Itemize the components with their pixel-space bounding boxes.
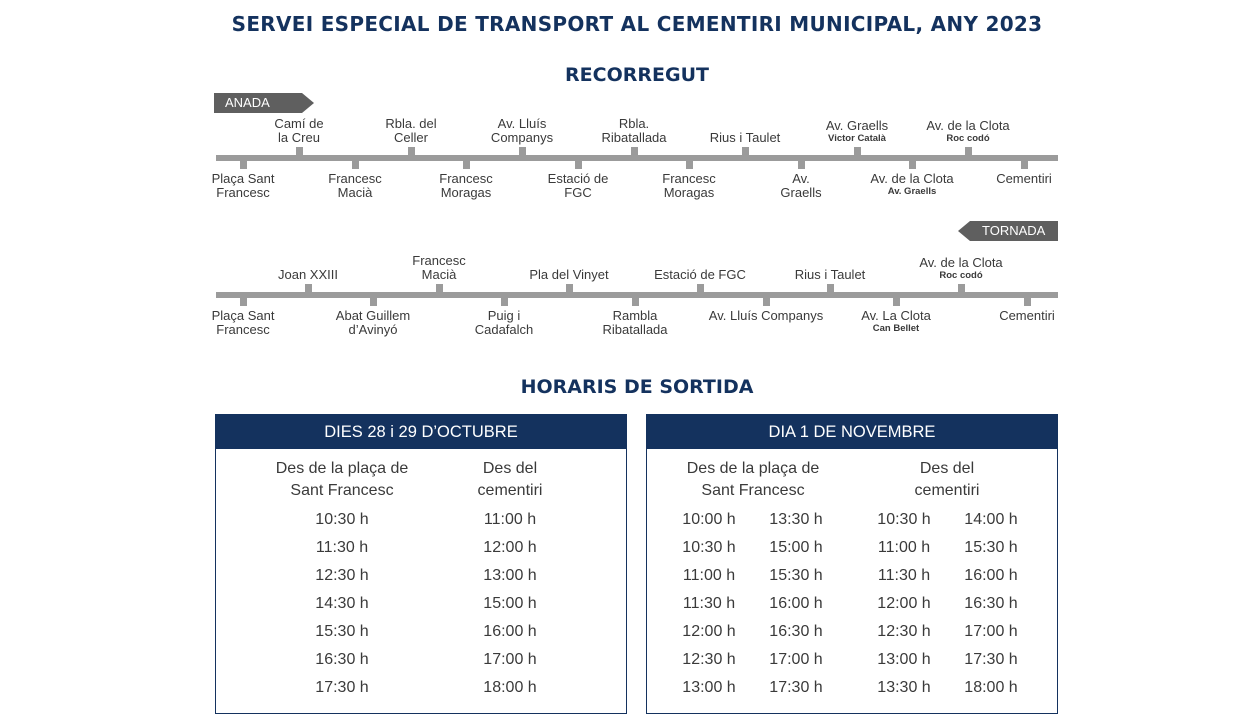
anada-stop-marker [742,147,749,155]
departure-time: 12:00 h [877,595,931,612]
anada-stop-marker [240,161,247,169]
departure-time: 13:00 h [682,679,736,696]
departure-time: 16:30 h [769,623,823,640]
anada-stop-label: Rius i Taulet [709,130,781,145]
tornada-stop-marker [566,284,573,292]
anada-stop-marker [296,147,303,155]
departure-time: 12:00 h [682,623,736,640]
tornada-stop-label: Estació de FGC [654,267,746,282]
tornada-stop-label: Rambla Ribatallada [602,308,668,337]
tornada-stop-marker [827,284,834,292]
anada-stop-label: Francesc Moragas [662,171,716,200]
anada-stop-marker [798,161,805,169]
tornada-stop-label: Puig i Cadafalch [474,308,534,337]
tornada-stop-marker [697,284,704,292]
from-plaza-header: Des de la plaça de Sant Francesc [275,460,409,499]
anada-stop-marker [909,161,916,169]
tornada-stop-marker [1024,298,1031,306]
anada-stop-marker [408,147,415,155]
tornada-stop-marker [436,284,443,292]
from-cementiri-header: Des del cementiri [914,460,980,499]
schedule-box-october [215,414,627,714]
departure-time: 17:30 h [315,679,369,696]
departure-time: 12:30 h [682,651,736,668]
departure-time: 11:30 h [682,595,736,612]
anada-stop-label: Rbla. Ribatallada [601,116,667,145]
tornada-tag: TORNADA [970,221,1058,241]
schedule-title: DIA 1 DE NOVEMBRE [647,414,1057,449]
plaza-times-column-1 [682,508,735,704]
departure-time: 14:00 h [964,511,1018,528]
cementiri-times-column [483,508,536,704]
anada-stop-label: Francesc Macià [328,171,382,200]
anada-stop-marker [965,147,972,155]
departure-time: 17:30 h [769,679,823,696]
departure-time: 16:00 h [964,567,1018,584]
anada-stop-label: Estació de FGC [547,171,609,200]
anada-stop-label: Av. de la Clota Av. Graells [870,171,954,197]
departure-time: 10:30 h [315,511,369,528]
cementiri-times-column-1 [877,508,930,704]
anada-stop-label: Av. de la Clota Roc codó [926,118,1010,144]
departure-time: 14:30 h [315,595,369,612]
departure-time: 18:00 h [964,679,1018,696]
schedule-box-november [646,414,1058,714]
departure-time: 12:30 h [877,623,931,640]
departure-time: 16:30 h [964,595,1018,612]
departure-time: 13:00 h [877,651,931,668]
anada-stop-marker [463,161,470,169]
departure-time: 15:30 h [769,567,823,584]
departure-time: 15:30 h [315,623,369,640]
departure-time: 17:00 h [769,651,823,668]
schedule-title: DIES 28 i 29 D’OCTUBRE [216,414,626,449]
tornada-stop-marker [501,298,508,306]
departure-time: 11:00 h [877,539,931,556]
tornada-stop-label: Av. de la Clota Roc codó [919,255,1003,281]
schedule-heading: HORARIS DE SORTIDA [520,376,754,398]
departure-time: 13:00 h [483,567,537,584]
anada-stop-marker [631,147,638,155]
departure-time: 17:00 h [483,651,537,668]
tornada-stop-marker [240,298,247,306]
anada-route-line [216,155,1058,161]
tornada-stop-marker [763,298,770,306]
departure-time: 17:30 h [964,651,1018,668]
page-title: SERVEI ESPECIAL DE TRANSPORT AL CEMENTIRI MUNICIPAL, ANY 2023 [231,12,1043,36]
departure-time: 11:00 h [682,567,736,584]
anada-stop-marker [519,147,526,155]
plaza-times-column [315,508,368,704]
tornada-stop-label: Pla del Vinyet [529,267,609,282]
anada-stop-marker [686,161,693,169]
tornada-stop-marker [305,284,312,292]
departure-time: 17:00 h [964,623,1018,640]
departure-time: 13:30 h [769,511,823,528]
anada-stop-label: Av. Graells [780,171,822,200]
plaza-times-column-2 [769,508,822,704]
tornada-stop-marker [632,298,639,306]
departure-time: 16:30 h [315,651,369,668]
departure-time: 11:30 h [877,567,931,584]
departure-time: 10:30 h [877,511,931,528]
tornada-stop-label: Francesc Macià [412,253,466,282]
departure-time: 15:00 h [769,539,823,556]
tornada-stop-label: Av. La Clota Can Bellet [861,308,931,334]
tornada-stop-label: Av. Lluís Companys [708,308,824,323]
departure-time: 15:30 h [964,539,1018,556]
departure-time: 18:00 h [483,679,537,696]
anada-stop-marker [1021,161,1028,169]
anada-stop-label: Av. Graells Victor Català [825,118,889,144]
anada-tag: ANADA [214,93,302,113]
from-plaza-header: Des de la plaça de Sant Francesc [686,460,820,499]
tornada-stop-marker [370,298,377,306]
departure-time: 12:30 h [315,567,369,584]
departure-time: 12:00 h [483,539,537,556]
tornada-stop-label: Joan XXIII [278,267,338,282]
departure-time: 10:30 h [682,539,736,556]
departure-time: 11:00 h [483,511,537,528]
cementiri-times-column-2 [964,508,1017,704]
from-cementiri-header: Des del cementiri [477,460,543,499]
departure-time: 13:30 h [877,679,931,696]
departure-time: 16:00 h [769,595,823,612]
anada-stop-label: Plaça Sant Francesc [211,171,275,200]
anada-stop-marker [575,161,582,169]
route-heading: RECORREGUT [565,64,709,86]
anada-stop-marker [854,147,861,155]
tornada-stop-label: Plaça Sant Francesc [211,308,275,337]
anada-stop-label: Av. Lluís Companys [490,116,554,145]
tornada-stop-label: Rius i Taulet [794,267,866,282]
anada-stop-marker [352,161,359,169]
anada-stop-label: Francesc Moragas [439,171,493,200]
departure-time: 16:00 h [483,623,537,640]
anada-stop-label: Camí de la Creu [274,116,324,145]
anada-stop-label: Cementiri [996,171,1052,186]
departure-time: 15:00 h [483,595,537,612]
tornada-stop-marker [958,284,965,292]
anada-stop-label: Rbla. del Celler [385,116,437,145]
departure-time: 10:00 h [682,511,736,528]
departure-time: 11:30 h [315,539,369,556]
tornada-stop-label: Abat Guillem d’Avinyó [335,308,411,337]
tornada-stop-marker [893,298,900,306]
tornada-stop-label: Cementiri [999,308,1055,323]
